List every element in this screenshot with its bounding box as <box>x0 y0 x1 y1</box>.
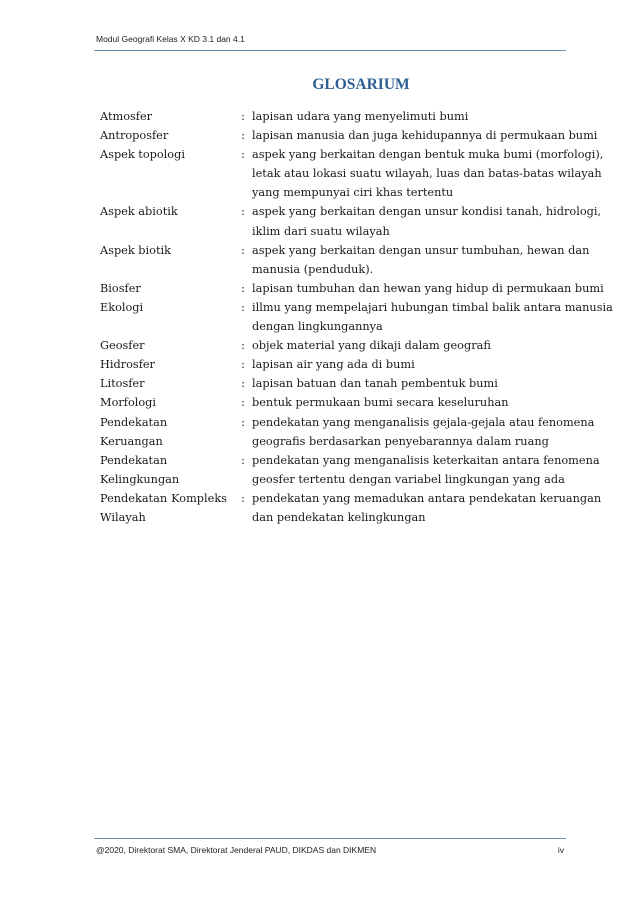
glossary-term <box>100 241 227 260</box>
glossary-definition-line: pendekatan yang menganalisis keterkaitan antara fenomena <box>252 453 600 467</box>
glossary-entry <box>100 279 604 298</box>
glossary-term-line: Geosfer <box>100 339 145 353</box>
glossary-term <box>100 413 227 451</box>
glossary-list <box>100 107 613 527</box>
glossary-term-line: Antroposfer <box>100 129 169 143</box>
glossary-entry <box>100 393 566 412</box>
glossary-entry <box>100 145 604 202</box>
glossary-definition-line: lapisan air yang ada di bumi <box>252 358 415 372</box>
glossary-definition-line: lapisan tumbuhan dan hewan yang hidup di permukaan bumi <box>252 281 604 295</box>
glossary-term-line: Atmosfer <box>100 110 153 123</box>
glossary-separator: : <box>241 148 245 162</box>
glossary-separator: : <box>241 415 245 429</box>
glossary-definition <box>252 374 566 393</box>
glossary-entry <box>100 107 566 126</box>
glossary-separator: : <box>241 453 245 467</box>
glossary-separator: : <box>241 129 245 143</box>
glossary-definition-line: objek material yang dikaji dalam geografi <box>252 339 491 353</box>
glossary-term <box>100 393 227 412</box>
glossary-entry <box>100 413 595 451</box>
glossary-definition <box>252 489 602 527</box>
page-footer <box>96 845 564 855</box>
glossary-definition <box>252 241 590 279</box>
glossary-term-line: Hidrosfer <box>100 358 155 372</box>
glossary-definition-line: manusia (penduduk). <box>252 262 374 276</box>
glossary-term <box>100 107 227 126</box>
glossary-definition-line: dan pendekatan kelingkungan <box>252 510 426 524</box>
glossary-definition <box>252 145 604 202</box>
glossary-term <box>100 202 227 221</box>
glossary-definition <box>252 393 566 412</box>
glossary-separator: : <box>241 205 245 219</box>
glossary-definition <box>252 298 613 336</box>
glossary-definition-line: aspek yang berkaitan dengan unsur tumbuhan, hewan dan <box>252 243 590 257</box>
footer-copyright: @2020, Direktorat SMA, Direktorat Jenderal PAUD, DIKDAS dan DIKMEN <box>96 845 377 855</box>
glossary-definition <box>252 279 604 298</box>
glossary-definition-line: yang mempunyai ciri khas tertentu <box>252 186 454 200</box>
glossary-definition <box>252 451 600 489</box>
glossary-separator: : <box>241 110 245 123</box>
page-number: iv <box>557 845 564 855</box>
glossary-definition-line: geosfer tertentu dengan variabel lingkungan yang ada <box>252 472 565 486</box>
glossary-term-line: Litosfer <box>100 377 145 391</box>
glossary-definition-line: aspek yang berkaitan dengan bentuk muka bumi (morfologi), <box>252 148 604 162</box>
glossary-definition <box>252 355 566 374</box>
glossary-term-line: Biosfer <box>100 281 141 295</box>
glossary-definition-line: pendekatan yang memadukan antara pendekatan keruangan <box>252 491 602 505</box>
glossary-separator: : <box>241 300 245 314</box>
page-title: GLOSARIUM <box>312 76 410 93</box>
glossary-entry <box>100 374 566 393</box>
glossary-separator: : <box>241 358 245 372</box>
glossary-entry <box>100 355 566 374</box>
glossary-definition-line: geografis berdasarkan penyebarannya dalam ruang <box>252 434 549 448</box>
glossary-definition-line: lapisan batuan dan tanah pembentuk bumi <box>252 377 498 391</box>
glossary-definition-line: aspek yang berkaitan dengan unsur kondisi tanah, hidrologi, <box>252 205 602 219</box>
glossary-separator: : <box>241 396 245 410</box>
glossary-term <box>100 279 227 298</box>
glossary-definition-line: dengan lingkungannya <box>252 320 383 334</box>
glossary-separator: : <box>241 243 245 257</box>
glossary-term <box>100 451 227 489</box>
glossary-term <box>100 298 227 317</box>
glossary-term-line: Ekologi <box>100 300 144 314</box>
running-header: Modul Geografi Kelas X KD 3.1 dan 4.1 <box>96 34 245 44</box>
glossary-term-line: Wilayah <box>100 510 146 524</box>
glossary-definition <box>252 413 595 451</box>
glossary-entry <box>100 336 566 355</box>
glossary-term <box>100 374 227 393</box>
glossary-term-line: Pendekatan <box>100 453 168 467</box>
glossary-definition <box>252 202 602 240</box>
glossary-term <box>100 145 227 164</box>
glossary-entry <box>100 241 590 279</box>
glossary-entry <box>100 202 602 240</box>
glossary-separator: : <box>241 339 245 353</box>
glossary-term-line: Kelingkungan <box>100 472 180 486</box>
glossary-definition-line: bentuk permukaan bumi secara keseluruhan <box>252 396 509 410</box>
glossary-definition-line: pendekatan yang menganalisis gejala-gejala atau fenomena <box>252 415 595 429</box>
header-rule <box>94 50 566 51</box>
glossary-term-line: Aspek abiotik <box>100 205 178 219</box>
glossary-definition-line: letak atau lokasi suatu wilayah, luas dan batas-batas wilayah <box>252 167 602 181</box>
glossary-entry <box>100 298 613 336</box>
glossary-separator: : <box>241 377 245 391</box>
glossary-term-line: Morfologi <box>100 396 157 410</box>
glossary-term-line: Aspek topologi <box>100 148 185 162</box>
glossary-term <box>100 126 227 145</box>
glossary-definition-line: illmu yang mempelajari hubungan timbal balik antara manusia <box>252 300 613 314</box>
glossary-term-line: Aspek biotik <box>100 243 171 257</box>
footer-rule <box>94 838 566 839</box>
glossary-term-line: Pendekatan Kompleks <box>100 491 227 505</box>
glossary-term <box>100 489 227 527</box>
glossary-definition <box>252 336 566 355</box>
glossary-definition-line: lapisan manusia dan juga kehidupannya di permukaan bumi <box>252 129 598 143</box>
glossary-term-line: Pendekatan Keruangan <box>100 415 168 448</box>
glossary-term <box>100 355 227 374</box>
glossary-separator: : <box>241 281 245 295</box>
glossary-definition <box>252 126 598 145</box>
glossary-definition-line: iklim dari suatu wilayah <box>252 224 390 238</box>
glossary-separator: : <box>241 491 245 505</box>
glossary-term <box>100 336 227 355</box>
glossary-definition <box>252 107 566 126</box>
glossary-entry <box>100 451 600 489</box>
glossary-entry <box>100 126 598 145</box>
glossary-definition-line: lapisan udara yang menyelimuti bumi <box>252 110 469 123</box>
glossary-entry <box>100 489 602 527</box>
